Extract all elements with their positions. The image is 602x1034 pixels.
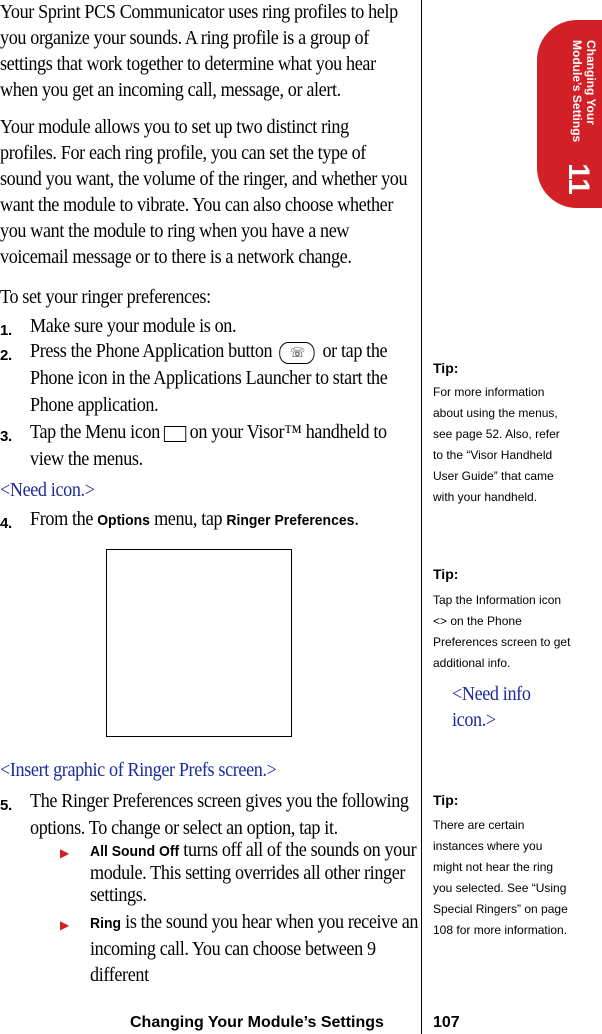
- chapter-tab-line2: Module’s Settings: [570, 40, 584, 143]
- bullet-arrow-icon: ▶: [60, 846, 70, 860]
- step-text-a: Tap the Menu icon: [30, 422, 160, 443]
- all-sound-off-label: All Sound Off: [90, 843, 180, 860]
- step-text: Make sure your module is on.: [30, 316, 237, 337]
- intro-paragraph-2: Your module allows you to set up two distinct ring profiles. For each ring profile, you can set the type of sound you want, the volume of the ringer, and whether you want the module to vibrate. You can also choose whether you want the module to ring when you have a new voicemail message or to there is a network change.: [0, 117, 408, 268]
- step-text: [30, 338, 411, 419]
- column-divider: [421, 0, 422, 1034]
- step-number: 4.: [0, 515, 12, 532]
- intro-paragraph-1: Your Sprint PCS Communicator uses ring profiles to help you organize your sounds. A ring profile is a group of settings that work together to determine what you hear when you get an incoming call, message, or alert.: [0, 2, 398, 101]
- step-text-a: Press the Phone Application button: [30, 341, 273, 362]
- bullet-ring: [90, 910, 420, 989]
- ringer-preferences-label: Ringer Preferences: [226, 512, 355, 529]
- tip-body: For more information about using the menus, see page 52. Also, refer to the “Visor Handheld User Guide” that came with your handheld.: [433, 385, 560, 504]
- bullet-text: is the sound you hear when you receive an incoming call. You can choose between 9 different: [90, 912, 419, 986]
- phone-app-button-icon: ☏: [280, 342, 315, 364]
- step-text-c: .: [354, 509, 359, 530]
- tip-heading: Tip:: [433, 792, 459, 808]
- page-number: 107: [433, 1014, 460, 1031]
- need-info-icon-note: <Need info icon.>: [452, 684, 531, 731]
- step-text: [30, 506, 411, 534]
- need-icon-note: <Need icon.>: [0, 480, 95, 501]
- step-number: 3.: [0, 428, 12, 445]
- bullet-text: turns off all of the sounds on your module. This setting overrides all other ringer settings.: [90, 840, 417, 906]
- bullet-all-sound-off: [90, 840, 420, 907]
- step-number: 2.: [0, 347, 12, 364]
- options-menu-label: Options: [97, 512, 150, 529]
- tip-heading: Tip:: [433, 566, 459, 582]
- step-text-b: menu, tap: [154, 509, 223, 530]
- intro-paragraph-3: To set your ringer preferences:: [0, 287, 211, 308]
- ringer-prefs-screen-placeholder: [106, 549, 292, 737]
- footer-title: Changing Your Module’s Settings: [130, 1014, 384, 1031]
- step-text-b: on your Visor™ handheld to view the menus.: [30, 422, 387, 470]
- ring-label: Ring: [90, 915, 121, 932]
- chapter-tab-line1: Changing Your: [584, 40, 598, 125]
- chapter-tab-label: [570, 40, 598, 142]
- step-text: The Ringer Preferences screen gives you the following options. To change or select an option, tap it.: [30, 791, 409, 839]
- step-number: 5.: [0, 797, 12, 814]
- menu-icon: [164, 426, 186, 442]
- insert-graphic-note: <Insert graphic of Ringer Prefs screen.>: [0, 760, 277, 781]
- tip-body: Tap the Information icon <> on the Phone Preferences screen to get additional info.: [433, 593, 571, 670]
- step-text: [30, 419, 411, 473]
- step-text-a: From the: [30, 509, 94, 530]
- step-number: 1.: [0, 322, 12, 339]
- step-text-b: or tap the Phone icon in the Applications Launcher to start the Phone application.: [30, 341, 388, 416]
- bullet-arrow-icon: ▶: [60, 918, 70, 932]
- chapter-number: 11: [561, 163, 595, 195]
- tip-heading: Tip:: [433, 360, 459, 376]
- tip-body: There are certain instances where you might not hear the ring you selected. See “Using Special Ringers” on page 108 for more information.: [433, 818, 568, 937]
